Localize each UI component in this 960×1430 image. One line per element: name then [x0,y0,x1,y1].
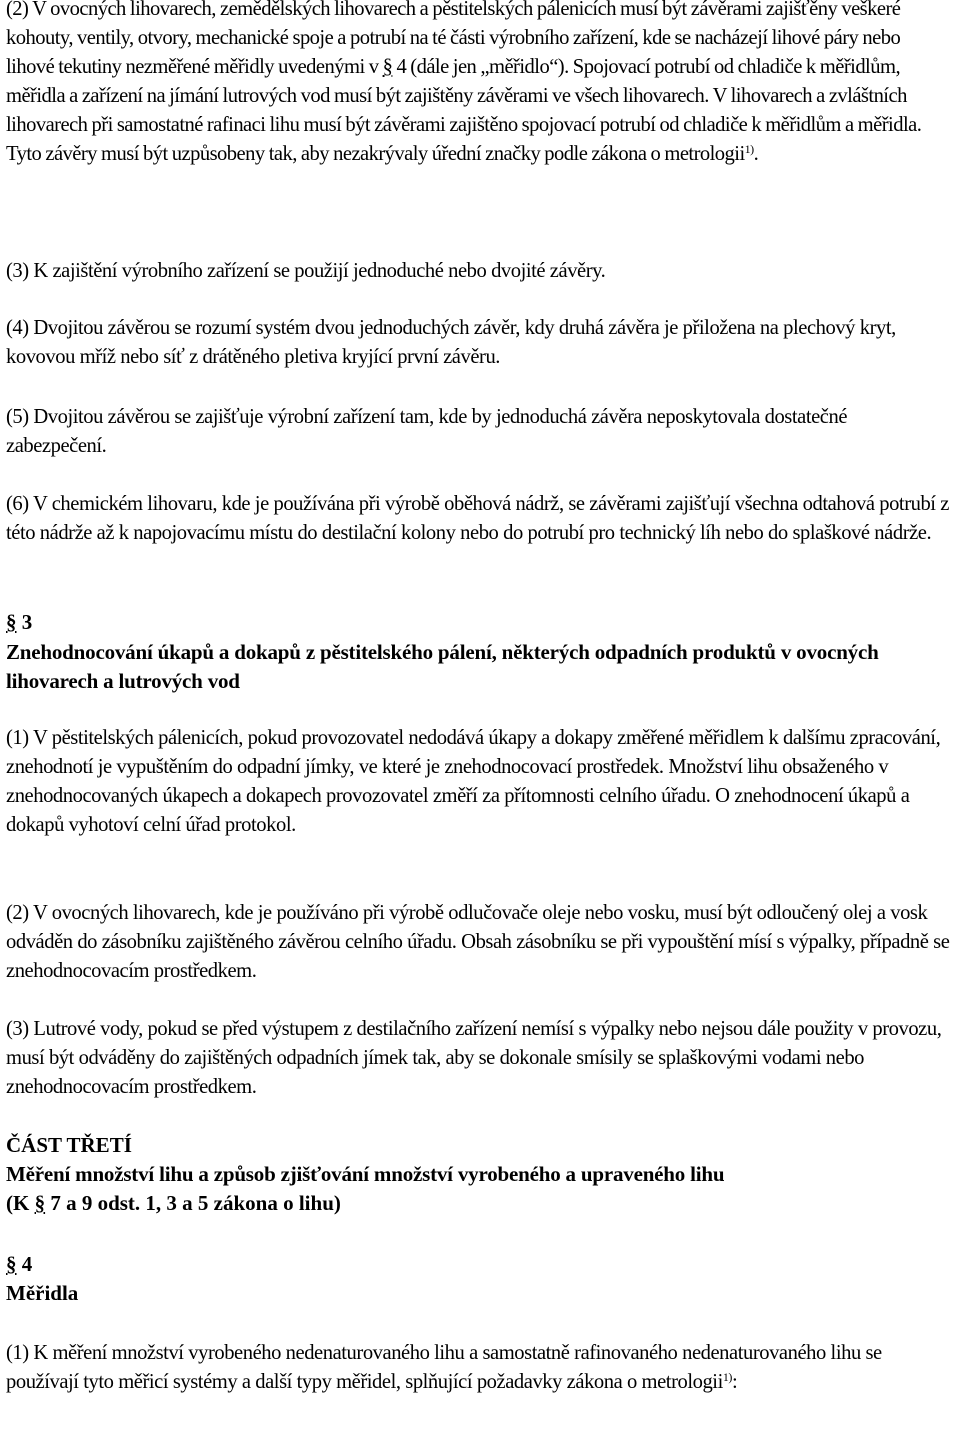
paragraph-6-chemical-distillery: (6) V chemickém lihovaru, kde je používána při výrobě oběhová nádrž, se závěrami zajišťují všechna odtahová potrubí z této nádrže až k napojovacímu místu do destilační kolony nebo do potrubí pro technický líh nebo do splaškové nádrže. [6,493,949,544]
footnote-ref: 1) [722,1370,732,1384]
section-4-title: Měřidla [6,1281,79,1305]
section-3-title: Znehodnocování úkapů a dokapů z pěstitelského pálení, některých odpadních produktů v ovocných lihovarech a lutrových vod [6,640,879,693]
section-sign: § [34,1191,46,1215]
section-3-number: § 3 [6,610,33,634]
paragraph-4-double-seal: (4) Dvojitou závěrou se rozumí systém dvou jednoduchých závěr, kdy druhá závěra je přiložena na plechový kryt, kovovou mříž nebo síť z drátěného pletiva kryjící první závěru. [6,317,896,368]
paragraph-2-seals: (2) V ovocných lihovarech, zemědělských lihovarech a pěstitelských pálenicích musí být závěrami zajišťěny veškeré kohouty, ventily, otvory, mechanické spoje a potrubí na té části výrobního zařízení, kde se nacházejí lihové páry nebo lihové tekutiny nezměřené měřidly uvedenými v § 4 (dále jen „měřidlo“). Spojovací potrubí od chladiče k měřidlům, měřidla a zařízení na jímání lutrových vod musí být zajištěny závěrami ve všech lihovarech. V lihovarech a zvláštních lihovarech při samostatné rafinaci lihu musí být závěrami zajištěno spojovací potrubí od chladiče k měřidlům a měřidla. Tyto závěry musí být uzpůsobeny tak, aby nezakrývaly úřední značky podle zákona o metrologii$^{1)}$. [6,0,922,165]
section-sign: § [382,56,393,78]
part-three-reference: (K § 7 a 9 odst. 1, 3 a 5 zákona o lihu) [6,1191,341,1215]
section-4-number: § 4 [6,1252,33,1276]
part-three-label: ČÁST TŘETÍ [6,1133,132,1157]
paragraph-s4-1: (1) K měření množství vyrobeného nedenaturovaného lihu a samostatně rafinovaného nedenaturovaného lihu se používají tyto měřicí systémy a další typy měřidel, splňující požadavky zákona o metrologii$^{1)}$: [6,1342,882,1393]
part-three-title: Měření množství lihu a způsob zjišťování množství vyrobeného a upraveného lihu [6,1162,725,1186]
paragraph-5-double-seal-use: (5) Dvojitou závěrou se zajišťuje výrobní zařízení tam, kde by jednoduchá závěra neposkytovala dostatečné zabezpečení. [6,406,848,457]
paragraph-3-seal-types: (3) K zajištění výrobního zařízení se použijí jednoduché nebo dvojité závěry. [6,260,606,282]
paragraph-s3-2: (2) V ovocných lihovarech, kde je používáno při výrobě odlučovače oleje nebo vosku, musí být odloučený olej a vosk odváděn do zásobníku zajištěného závěrou celního úřadu. Obsah zásobníku se při vypouštění mísí s výpalky, případně se znehodnocovacím prostředkem. [6,902,950,982]
paragraph-s3-3: (3) Lutrové vody, pokud se před výstupem z destilačního zařízení nemísí s výpalky nebo nejsou dále použity v provozu, musí být odváděny do zajištěných odpadních jímek tak, aby se dokonale smísily se splaškovými vodami nebo znehodnocovacím prostředkem. [6,1018,942,1098]
footnote-ref: 1) [744,142,754,156]
paragraph-s3-1: (1) V pěstitelských pálenicích, pokud provozovatel nedodává úkapy a dokapy změřené měřidlem k dalšímu zpracování, znehodnotí je vypuštěním do odpadní jímky, ve které je znehodnocovací prostředek. Množství lihu obsaženého v znehodnocovaných úkapech a dokapech provozovatel změří za přítomnosti celního úřadu. O znehodnocení úkapů a dokapů vyhotoví celní úřad protokol. [6,727,941,836]
